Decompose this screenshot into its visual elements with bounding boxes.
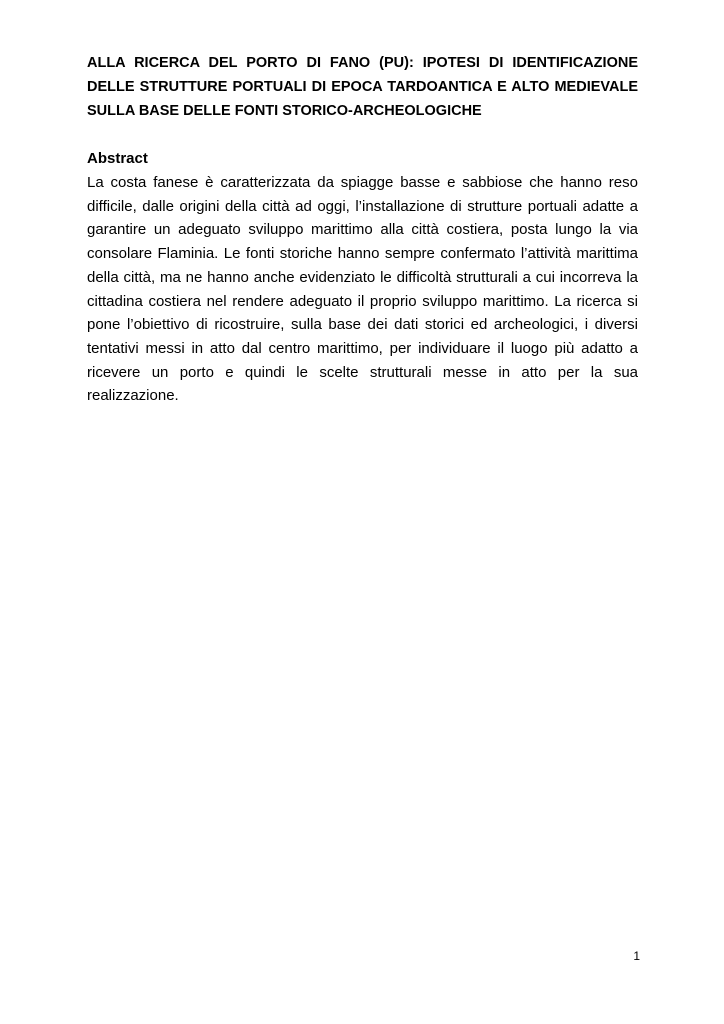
abstract-text: La costa fanese è caratterizzata da spiagge basse e sabbiose che hanno reso difficile, dalle origini della città ad oggi, l’installazione di strutture portuali adatte a garantire un adeguato sviluppo marittimo alla città costiera, posta lungo la via consolare Flaminia. Le fonti storiche hanno sempre confermato l’attività marittima della città, ma ne hanno anche evidenziato le difficoltà strutturali a cui incorreva la cittadina costiera nel rendere adeguato il proprio sviluppo marittimo. La ricerca si pone l’obiettivo di ricostruire, sulla base dei dati storici ed archeologici, i diversi tentativi messi in atto dal centro marittimo, per individuare il luogo più adatto a ricevere un porto e quindi le scelte strutturali messe in atto per la sua realizzazione.: [87, 174, 638, 405]
page-number: 1: [633, 949, 640, 963]
abstract-heading: Abstract: [87, 150, 148, 167]
paper-title: ALLA RICERCA DEL PORTO DI FANO (PU): IPOTESI DI IDENTIFICAZIONE DELLE STRUTTURE PORTUALI DI EPOCA TARDOANTICA E ALTO MEDIEVALE SULLA BASE DELLE FONTI STORICO-ARCHEOLOGICHE: [87, 55, 638, 119]
page-content: [87, 51, 638, 408]
